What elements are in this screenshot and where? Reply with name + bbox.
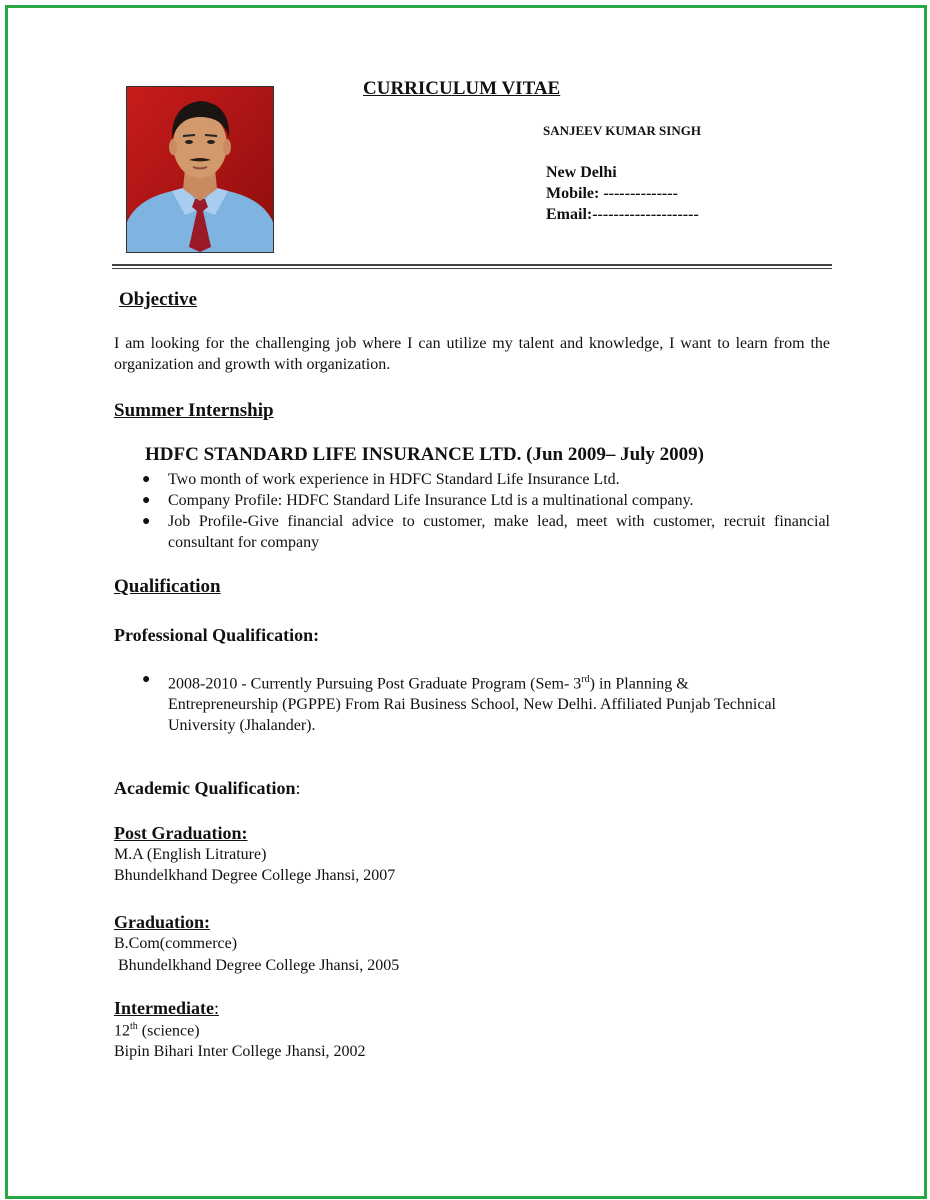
header-divider <box>112 264 832 266</box>
post-graduation-heading: Post Graduation: <box>114 823 248 843</box>
list-item: ● 2008-2010 - Currently Pursuing Post Graduate Program (Sem- 3rd) in Planning & Entrepreneurship (PGPPE) From Rai Business School, New Delhi. Affiliated Punjab Technical University (Jhalander). <box>142 672 776 735</box>
objective-text: I am looking for the challenging job where I can utilize my talent and knowledge, I want to learn from the organization and growth with organization. <box>114 335 830 373</box>
intermediate-heading: Intermediate: <box>114 998 219 1018</box>
contact-city: New Delhi <box>546 164 617 181</box>
internship-heading: Summer Internship <box>114 400 274 421</box>
academic-qualification-heading: Academic Qualification: <box>114 778 301 798</box>
contact-mobile: Mobile: -------------- <box>546 185 678 202</box>
post-graduation-college: Bhundelkhand Degree College Jhansi, 2007 <box>114 867 396 884</box>
qualification-heading: Qualification <box>114 576 221 597</box>
intermediate-degree: 12th (science) <box>114 1021 200 1040</box>
contact-block <box>546 162 699 225</box>
list-item: ● Two month of work experience in HDFC Standard Life Insurance Ltd. <box>142 471 620 488</box>
candidate-name: SANJEEV KUMAR SINGH <box>543 123 701 138</box>
graduation-college: Bhundelkhand Degree College Jhansi, 2005 <box>118 957 400 974</box>
document-title: CURRICULUM VITAE <box>363 78 561 99</box>
contact-email: Email:-------------------- <box>546 206 699 223</box>
professional-qualification-list <box>140 669 830 736</box>
objective-heading: Objective <box>119 289 198 310</box>
profile-photo <box>126 86 274 253</box>
list-item: ● Company Profile: HDFC Standard Life Insurance Ltd is a multinational company. <box>142 492 694 509</box>
internship-bullet-list <box>140 469 830 553</box>
graduation-heading: Graduation: <box>114 912 211 932</box>
post-graduation-degree: M.A (English Litrature) <box>114 846 267 863</box>
intermediate-college: Bipin Bihari Inter College Jhansi, 2002 <box>114 1043 366 1060</box>
graduation-degree: B.Com(commerce) <box>114 935 238 952</box>
professional-qualification-heading: Professional Qualification: <box>114 625 320 645</box>
list-item: ● Job Profile-Give financial advice to customer, make lead, meet with customer, recruit financial consultant for company <box>142 513 830 551</box>
internship-company: HDFC STANDARD LIFE INSURANCE LTD. (Jun 2009– July 2009) <box>145 444 704 465</box>
header-divider-thin <box>112 268 832 269</box>
